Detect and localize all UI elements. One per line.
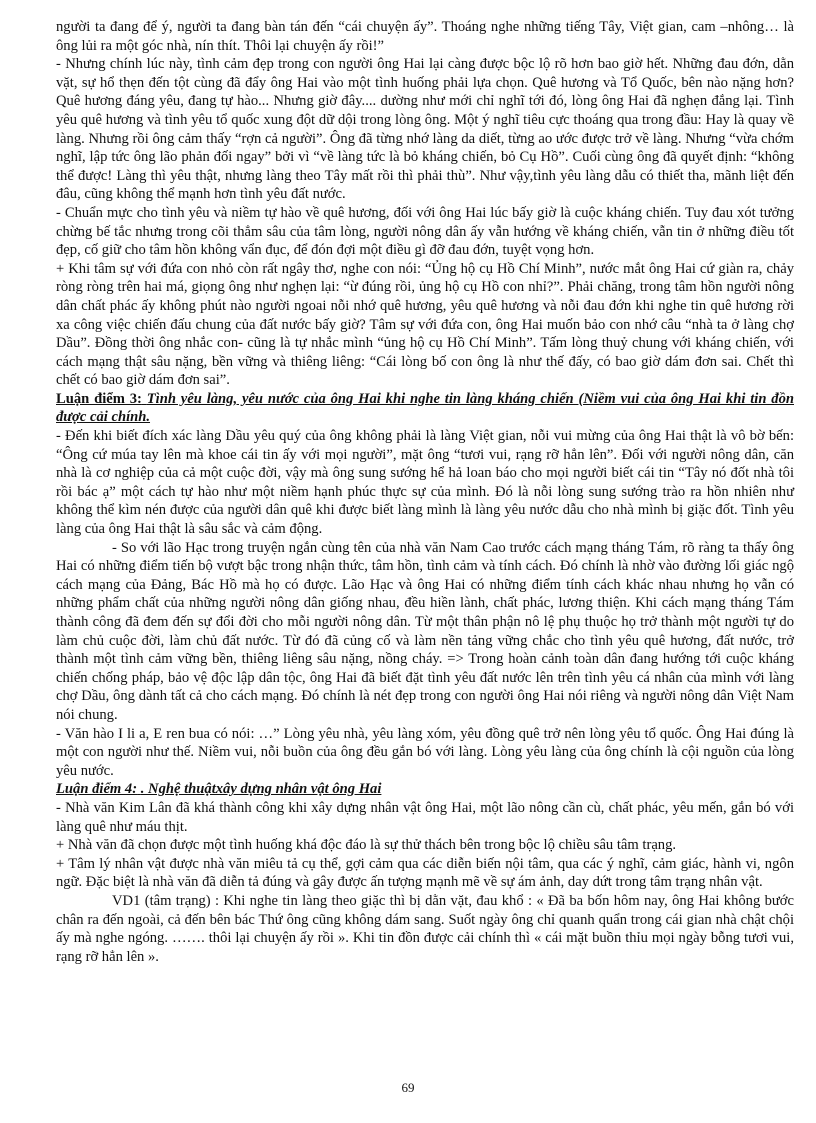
paragraph: - Đến khi biết đích xác làng Dầu yêu quý của ông không phải là làng Việt gian, nỗi vui mừng của ông Hai thật là vô bờ bến: “Ông cứ múa tay lên mà khoe cái tin ấy với mọi người”, mặt ông “tươi vui, rạng rỡ hẳn lên”. Đối với người nông dân, căn nhà là cơ nghiệp của cả một cuộc đời, vậy mà ông sung sướng hể hả loan báo cho mọi người biết cái tin “Tây nó đốt nhà tôi rồi bác ạ” một cách tự hào như một niềm hạnh phúc thực sự của mình. Đó là nỗi lòng sung sướng trào ra hồn nhiên như không thể kìm nén được của người dân quê khi được biết làng mình là làng yêu nước dẫu cho nhà mình bị giặc đốt. Tình yêu làng của ông Hai thật là sâu sắc và cảm động. [56,428,794,538]
paragraph: + Khi tâm sự với đứa con nhỏ còn rất ngây thơ, nghe con nói: “Ủng hộ cụ Hồ Chí Minh”, nước mắt ông Hai cứ giàn ra, chảy ròng ròng trên hai má, giọng ông như nghẹn lại: “ừ đúng rồi, ủng hộ cụ Hồ con nhỉ?”. Phải chăng, trong tâm hồn người nông dân chất phác ấy không phút nào người ngoai nỗi nhớ quê hương, yêu quê hương và nỗi đau đớn khi nghe tin quê hương rời xa công việc chiến đấu chung của đất nước bấy giờ? Tâm sự với đứa con, ông Hai muốn bảo con nhớ câu “nhà ta ở làng chợ Dầu”. Đồng thời ông nhắc con- cũng là tự nhắc mình “ủng hộ cụ Hồ Chí Minh”. Tấm lòng thuỷ chung với kháng chiến, với cách mạng thật sâu nặng, bền vững và thiêng liêng: “Cái lòng bố con ông là như thế đấy, có bao giờ dám đơn sai. Chết thì chết có bao giờ dám đơn sai”. [56,260,794,389]
section-heading-4 [56,780,794,799]
paragraph: người ta đang để ý, người ta đang bàn tán đến “cái chuyện ấy”. Thoáng nghe những tiếng Tây, Việt gian, cam –nhông… là ông lủi ra một góc nhà, nín thít. Thôi lại chuyện ấy rồi!” [56,19,794,54]
paragraph: - Chuẩn mực cho tình yêu và niềm tự hào về quê hương, đối với ông Hai lúc bấy giờ là cuộc kháng chiến. Tuy đau xót tưởng chừng bế tắc nhưng trong cõi thẳm sâu của tâm lòng, người nông dân ấy vẫn hướng về kháng chiến, vẫn tin ở những điều tốt đẹp, cố giữ cho tâm hồn không vẩn đục, để đón đợi một điều gì đỡ đau đớn, tuyệt vọng hơn. [56,204,794,259]
document-body [56,18,794,966]
paragraph: + Nhà văn đã chọn được một tình huống khá độc đáo là sự thử thách bên trong bộc lộ chiều sâu tâm trạng. [56,837,677,854]
paragraph: - Văn hào I li a, E ren bua có nói: …” Lòng yêu nhà, yêu làng xóm, yêu đồng quê trở nên lòng yêu tổ quốc. Ông Hai đúng là một con người như thế. Niềm vui, nỗi buồn của ông đều gắn bó với làng. Lòng yêu làng của ông chính là cội nguồn của lòng yêu nước. [56,725,794,779]
heading-label: Luận điểm 4: [56,781,138,798]
paragraph: + Tâm lý nhân vật được nhà văn miêu tả cụ thể, gợi cảm qua các diễn biến nội tâm, qua các ý nghĩ, cảm giác, hành vi, ngôn ngữ. Đặc biệt là nhà văn đã diễn tả đúng và gây được ấn tượng mạnh mẽ về sự ám ảnh, day dứt trong tâm trạng nhân vật. [56,855,794,891]
section-heading-3 [56,390,794,427]
heading-label: Luận điểm 3: [56,390,142,407]
page-number: 69 [401,1080,415,1095]
paragraph: - Nhà văn Kim Lân đã khá thành công khi xây dựng nhân vật ông Hai, một lão nông cần cù, chất phác, yêu mến, gắn bó với làng quê như máu thịt. [56,799,794,835]
heading-title: . Nghệ thuậtxây dựng nhân vật ông Hai [140,781,382,798]
paragraph: - Nhưng chính lúc này, tình cảm đẹp trong con người ông Hai lại càng được bộc lộ rõ hơn bao giờ hết. Những đau đớn, dằn vặt, sự hổ thẹn đến tột cùng đã đẩy ông Hai vào một tình huống phải lựa chọn. Quê hương và Tổ Quốc, bên nào nặng hơn? Quê hương đáng yêu, đang tự hào... Nhưng giờ đây.... dường như mới chỉ nghĩ tới đó, lòng ông Hai đã nghẹn đắng lại. Tình yêu quê hương và tình yêu tổ quốc xung đột dữ dội trong lòng ông. Một ý nghĩ tiêu cực thoáng qua trong đầu: Hay là quay về làng. Nhưng rồi ông cảm thấy “rợn cả người”. Ông đã từng nhớ làng da diết, từng ao ước được trở về làng. Nhưng “vừa chớm nghĩ, lập tức ông lão phản đối ngay” bởi vì “về làng tức là bỏ kháng chiến, bỏ Cụ Hồ”. Cuối cùng ông đã quyết định: “không thể được! Làng thì yêu thật, nhưng làng theo Tây mất rồi thì phải thù”. Như vậy,tình yêu làng dẫu có thiết tha, mãnh liệt đến đâu, cũng không thể mạnh hơn tình yêu đất nước. [56,56,794,203]
paragraph: VD1 (tâm trạng) : Khi nghe tin làng theo giặc thì bị dằn vặt, đau khổ : « Đã ba bốn hôm nay, ông Hai không bước chân ra đến ngoài, cả đến bên bác Thứ ông cũng không dám sang. Suốt ngày ông chỉ quanh quẩn trong cái gian nhà chật chội ấy mà nghe ngóng. ……. thôi lại chuyện ấy rồi ». Khi tin đồn được cải chính thì « cái mặt buồn thỉu mọi ngày bỗng tươi vui, rạng rỡ hẳn lên ». [56,892,794,965]
paragraph: - So với lão Hạc trong truyện ngắn cùng tên của nhà văn Nam Cao trước cách mạng tháng Tám, rõ ràng ta thấy ông Hai có những điểm tiến bộ vượt bậc trong nhận thức, tâm hồn, tình cảm và tính cách. Đó chính là nhờ vào đường lối giác ngộ cách mạng của Đảng, Bác Hồ mà họ có được. Lão Hạc và ông Hai có những điểm tính cách khác nhau nhưng họ vẫn có những phẩm chất của những người nông dân giống nhau, đều hiền lành, chất phác, lương thiện. Khi cách mạng tháng Tám thành công đã đem đến sự đổi đời cho mỗi người nông dân. Từ một thân phận nô lệ phụ thuộc họ trở thành một người tự do làm chủ cuộc đời, làm chủ đất nước. Từ đó đã củng cố và làm nền tảng vững chắc cho tình yêu quê hương, đất nước, trở thành một tình cảm vững bền, thiêng liêng sâu nặng, nồng cháy. => Trong hoàn cảnh toàn dân đang hướng tới cuộc kháng chiến chống pháp, bảo vệ độc lập dân tộc, ông Hai đã biết đặt tình yêu đất nước lên trên tình yêu cá nhân của mình với làng chợ Dầu, ông dành tất cả cho cách mạng. Đó chính là nét đẹp trong con người ông Hai nói riêng và người nông dân Việt Nam nói chung. [56,539,794,723]
heading-title: Tình yêu làng, yêu nước của ông Hai khi nghe tin làng kháng chiến (Niềm vui của ông Hai khi tin đồn được cải chính. [56,390,794,426]
